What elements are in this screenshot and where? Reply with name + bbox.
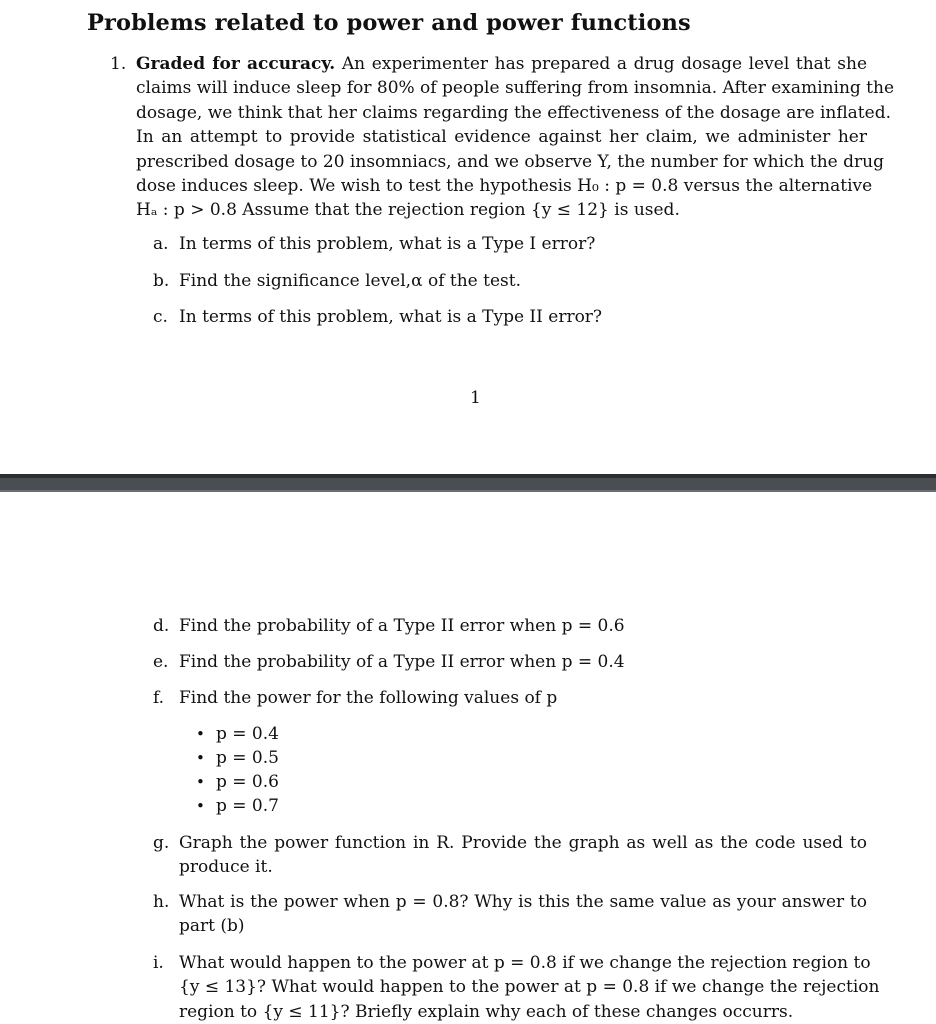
problem-lead: Graded for accuracy. (136, 54, 336, 74)
page-1 (0, 0, 936, 474)
problem-statement (136, 52, 895, 223)
bullet-dot-icon: • (196, 725, 205, 743)
part-text: Find the probability of a Type II error when p = 0.4 (179, 652, 625, 672)
bullet-item: • p = 0.5 (196, 746, 279, 770)
bullet-item: • p = 0.4 (196, 722, 279, 746)
page-separator (0, 474, 936, 492)
part-text: In terms of this problem, what is a Type I error? (179, 234, 596, 254)
part-text: Find the probability of a Type II error when p = 0.6 (179, 616, 625, 636)
bullet-dot-icon: • (196, 797, 205, 815)
bullet-item: • p = 0.6 (196, 770, 279, 794)
part-label: c. (153, 307, 168, 327)
section-title: Problems related to power and power functions (87, 10, 691, 36)
bullet-dot-icon: • (196, 749, 205, 767)
problem-line: dosage, we think that her claims regarding the effectiveness of the dosage are inflated. (136, 102, 891, 123)
part-text: Graph the power function in R. Provide the graph as well as the code used to produce it. (179, 833, 867, 878)
part-label: f. (153, 688, 165, 708)
problem-line: Graded for accuracy. An experimenter has prepared a drug dosage level that she (136, 54, 868, 74)
part-text: In terms of this problem, what is a Type II error? (179, 307, 603, 327)
part-label: h. (153, 892, 170, 912)
part-label: i. (153, 953, 164, 973)
part-text: What is the power when p = 0.8? Why is this the same value as your answer to part (b) (179, 892, 867, 937)
problem-line: prescribed dosage to 20 insomniacs, and we observe Y, the number for which the drug (136, 151, 884, 172)
problem-number: 1. (110, 54, 127, 74)
part-text: What would happen to the power at p = 0.8 if we change the rejection region to {y ≤ 13}? What would happen to the power at p = 0.8 if we change the rejection region to {y ≤ 11}? Briefly explain why each of these changes occurrs. (179, 953, 880, 1022)
part-label: b. (153, 271, 170, 291)
problem-line: dose induces sleep. We wish to test the hypothesis H₀ : p = 0.8 versus the alternative (136, 176, 873, 197)
part-label: e. (153, 652, 169, 672)
page-number: 1 (470, 388, 481, 408)
bullet-dot-icon: • (196, 773, 205, 791)
part-label: g. (153, 833, 170, 853)
part-text: Find the power for the following values of p (179, 688, 558, 708)
part-label: a. (153, 234, 169, 254)
part-text: Find the significance level,α of the test. (179, 271, 521, 291)
problem-line: claims will induce sleep for 80% of people suffering from insomnia. After examining the (136, 78, 895, 99)
part-label: d. (153, 616, 170, 636)
page-2 (0, 492, 936, 1024)
problem-line: Hₐ : p > 0.8 Assume that the rejection region {y ≤ 12} is used. (136, 200, 680, 221)
problem-line: In an attempt to provide statistical evidence against her claim, we administer her (136, 127, 867, 148)
bullet-item: • p = 0.7 (196, 794, 279, 818)
